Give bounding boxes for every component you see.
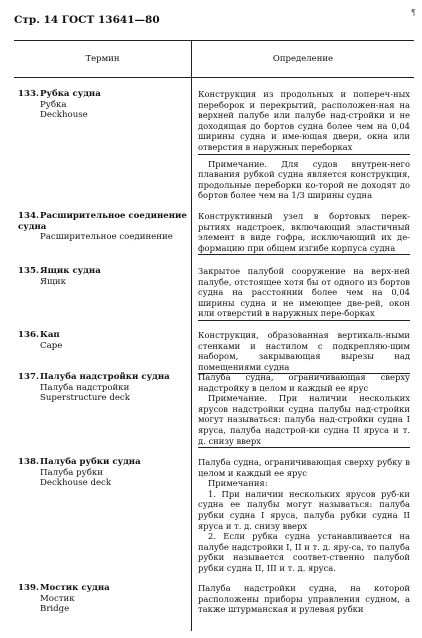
term-alt: Bridge — [40, 604, 70, 615]
term-main: Палуба надстройки судна — [40, 372, 170, 382]
column-header-term: Термин — [14, 41, 192, 77]
term-main: Рубка судна — [40, 89, 101, 99]
term-cell — [14, 89, 188, 121]
term-alt: Superstructure deck — [40, 393, 130, 404]
term-alt: Deckhouse — [40, 110, 88, 121]
table-row — [14, 330, 414, 372]
definition-text: Палуба надстройки судна, на которой расположены приборы управления судном, а также штурманская и рулевая рубки — [198, 583, 410, 615]
definition-text: Палуба судна, ограничивающая сверху рубку в целом и каждый ее ярус — [198, 457, 410, 478]
table-row — [14, 457, 414, 573]
table-row — [14, 372, 414, 446]
definition-cell — [198, 266, 410, 321]
terms-table — [14, 40, 414, 631]
term-number: 139. — [18, 583, 39, 593]
term-main: Палуба рубки судна — [40, 457, 141, 467]
term-cell — [14, 330, 188, 351]
table-row — [14, 583, 414, 615]
corner-mark: ¶ — [410, 8, 416, 17]
definition-text: Палуба судна, ограничивающая сверху надстройку в целом и каждый ее ярус — [198, 372, 410, 393]
definition-cell — [198, 330, 410, 374]
definition-note: Примечание. При наличии нескольких ярусов надстройки судна палубы над-стройки могут называться: палуба над-стройки судна I яруса, палуба надстрой-ки судна II яруса и т. д. снизу вверх — [198, 393, 410, 448]
definition-note: 1. При наличии нескольких ярусов руб-ки судна ее палубы могут называться: палуба рубки судна I яруса, палуба рубки судна II яруса и т. д. снизу вверх — [198, 488, 410, 531]
definition-cell — [198, 372, 410, 448]
table-row — [14, 211, 414, 253]
definition-note: 2. Если рубка судна устанавливается на палубе надстройки I, II и т. д. яру-са, то палуба рубки называется соответ-ственно палубой рубки судна II, III и т. д. яруса. — [198, 531, 410, 573]
term-cell — [14, 266, 188, 287]
term-number: 133. — [18, 89, 39, 99]
definition-text: Конструкция, образованная вертикаль-ными стенками и настилом с подкрепляю-щим набором, закрывающая вырезы над помещениями судна — [198, 330, 410, 374]
definition-text: Конструктивный узел в бортовых перек-рытиях надстроек, включающий эластичный элемент в виде гофра, исключающий их де-формацию при общем изгибе корпуса судна — [198, 211, 410, 255]
term-number: 137. — [18, 372, 39, 382]
term-alt: Расширительное соединение — [40, 232, 173, 243]
term-number: 138. — [18, 457, 39, 467]
term-cell — [14, 372, 188, 404]
term-alt: Рубка — [40, 99, 67, 110]
term-number: 135. — [18, 266, 39, 276]
term-cell — [14, 457, 188, 489]
term-cell — [14, 211, 188, 243]
term-alt: Палуба надстройки — [40, 382, 130, 393]
table-row — [14, 266, 414, 319]
table-header — [14, 41, 414, 78]
term-alt: Cape — [40, 340, 63, 351]
column-divider — [191, 77, 192, 631]
table-row — [14, 89, 414, 201]
definition-cell — [198, 89, 410, 201]
term-main: Расширительное соединение судна — [18, 211, 187, 232]
definition-note: Примечание. Для судов внутрен-него плавания рубкой судна является конструкция, продольные переборки ко-торой не доходят до бортов более чем на 1/3 ширины судна — [198, 158, 410, 201]
definition-text: Закрытое палубой сооружение на верх-ней палубе, отстоящее хотя бы от одного из бортов судна на расстоянии более чем на 0,04 ширины судна и не имеющее две-рей, окон или отверстий в наружных пере-борках — [198, 266, 410, 321]
term-alt: Ящик — [40, 276, 67, 287]
definition-cell — [198, 583, 410, 615]
term-number: 134. — [18, 211, 39, 221]
term-alt: Deckhouse deck — [40, 478, 112, 489]
term-alt: Мостик — [40, 593, 75, 604]
term-alt: Палуба рубки — [40, 467, 103, 478]
definition-text: Конструкция из продольных и попереч-ных переборок и перекрытий, расположен-ная на верхней палубе или палубе над-стройки и не доходящая до бортов судна более чем на 0,04 ширины судна и име-ющая двери, окна или отверстия в наружных переборках — [198, 89, 410, 155]
definition-note-title: Примечания: — [208, 478, 268, 489]
term-main: Кап — [40, 330, 60, 340]
term-main: Ящик судна — [40, 266, 101, 276]
term-number: 136. — [18, 330, 39, 340]
term-cell — [14, 583, 188, 615]
definition-cell — [198, 211, 410, 255]
column-header-definition: Определение — [272, 54, 334, 64]
term-main: Мостик судна — [40, 583, 110, 593]
page-header: Стр. 14 ГОСТ 13641—80 — [14, 14, 160, 26]
definition-cell — [198, 457, 410, 574]
